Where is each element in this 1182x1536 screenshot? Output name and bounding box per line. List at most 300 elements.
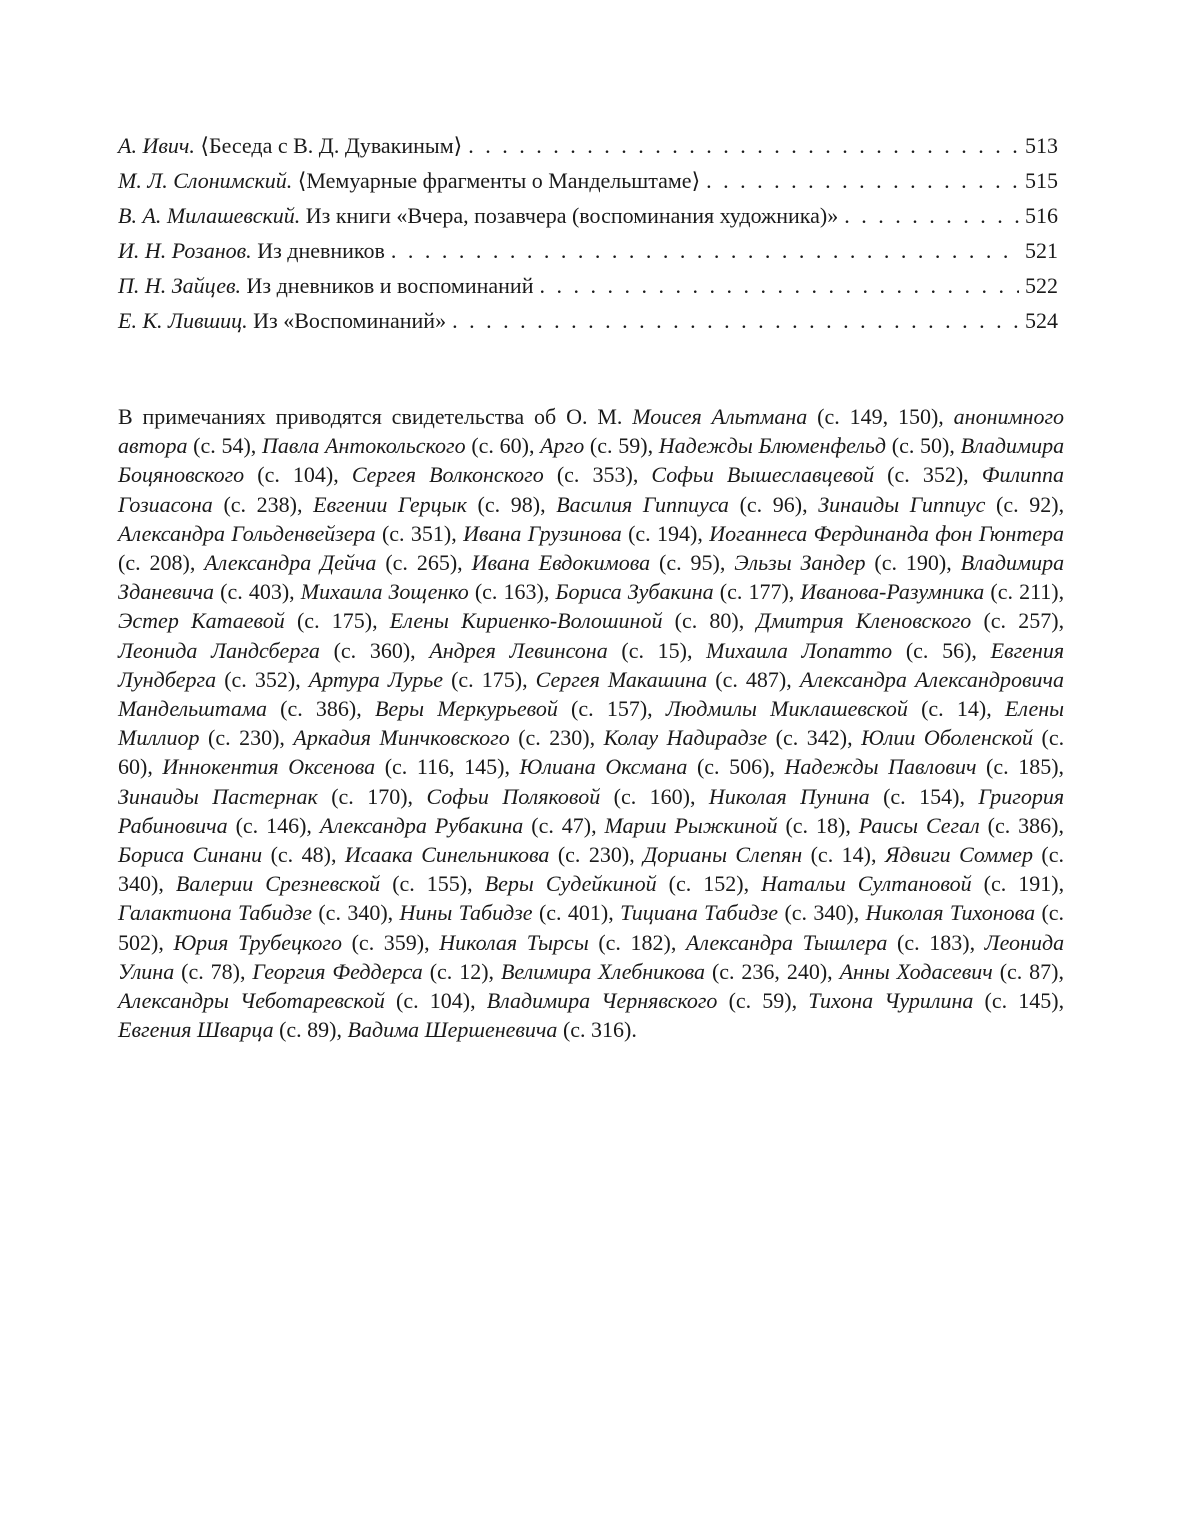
witness-entry: [485, 871, 744, 896]
witness-name: Марии Рыжкиной: [604, 812, 778, 838]
witness-entry: [309, 667, 522, 692]
witness-page-ref: (с. 96): [739, 491, 803, 517]
witness-name: Бориса Синани: [118, 842, 263, 868]
witness-name: Тициана Табидзе: [620, 900, 779, 926]
separator: ,: [647, 696, 666, 722]
witness-entry: [604, 725, 847, 750]
toc-entry: [118, 198, 1058, 233]
witness-page-ref: (с. 487): [715, 666, 787, 692]
witness-page-ref: (с. 116, 145): [384, 754, 505, 780]
witness-name: Надежды Павлович: [784, 754, 977, 780]
witness-name: Леонида Ландсберга: [118, 637, 320, 663]
witness-page-ref: (с. 403): [220, 579, 290, 605]
witness-page-ref: (с. 190): [874, 550, 947, 576]
witness-name: Павла Антокольского: [262, 433, 466, 459]
witness-page-ref: (с. 386): [280, 696, 357, 722]
separator: ,: [1058, 958, 1065, 984]
witness-name: Василия Гиппиуса: [556, 491, 729, 517]
witness-name: Владимира Зданевича: [118, 550, 1065, 605]
separator: ,: [632, 462, 652, 488]
witness-name: Леонида Улина: [118, 929, 1065, 984]
separator: ,: [969, 929, 985, 955]
witness-entry: [620, 900, 854, 925]
witness-entry: [706, 638, 971, 663]
witness-page-ref: (с. 352): [887, 462, 964, 488]
witness-entry: [426, 784, 690, 809]
witness-entry: [520, 754, 770, 779]
witness-entry: [659, 433, 950, 458]
witness-page-ref: (с. 342): [775, 725, 848, 751]
witness-page-ref: (с. 360): [333, 637, 411, 663]
witness-entry: [605, 813, 846, 838]
toc-author: А. Ивич.: [118, 133, 195, 158]
toc-author: П. Н. Зайцев.: [118, 273, 242, 298]
witness-entry: [162, 754, 504, 779]
separator: ,: [356, 696, 375, 722]
witness-name: Людмилы Миклашевской: [665, 696, 908, 722]
witness-page-ref: (с. 14): [921, 696, 987, 722]
witness-entry: [643, 842, 871, 867]
leader-dots: [391, 233, 1019, 268]
witness-page-ref: (с. 95): [659, 550, 720, 576]
toc-entry: [118, 303, 1058, 338]
witness-entry: [501, 959, 827, 984]
separator: ,: [528, 433, 541, 459]
separator: ,: [451, 520, 464, 546]
toc-page-number: 513: [1025, 133, 1058, 158]
toc-page-number: 522: [1025, 273, 1058, 298]
witness-entry: [252, 959, 488, 984]
witness-page-ref: (с. 104): [396, 988, 471, 1014]
separator: ,: [591, 812, 605, 838]
witness-name: Эстер Катаевой: [118, 608, 285, 634]
witness-page-ref: (с. 18): [785, 812, 846, 838]
witness-entry: [345, 842, 629, 867]
toc-author: И. Н. Розанов.: [118, 238, 252, 263]
separator: ,: [971, 637, 991, 663]
witness-page-ref: (с. 160): [613, 783, 690, 809]
separator: ,: [289, 579, 301, 605]
toc-author: В. А. Милашевский.: [118, 203, 301, 228]
notes-paragraph: [118, 402, 1064, 1044]
witness-name: Арго: [540, 433, 585, 459]
witness-name: Тихона Чурилина: [808, 988, 974, 1014]
separator: ,: [336, 1017, 348, 1043]
notes-ending: .: [631, 1017, 637, 1043]
leader-dots: [452, 303, 1019, 338]
witness-name: анонимного автора: [118, 404, 1065, 459]
notes-intro: В примечаниях приводятся свидетельства об О. М.: [118, 404, 633, 429]
witness-entry: [118, 1017, 337, 1042]
separator: ,: [410, 637, 430, 663]
separator: ,: [788, 579, 801, 605]
witness-name: Евгения Лундберга: [118, 637, 1065, 692]
witness-entry: [556, 492, 802, 517]
witness-page-ref: (с. 50): [891, 433, 950, 459]
witness-entry: [818, 492, 1058, 517]
witness-entry: [555, 579, 788, 604]
witness-page-ref: (с. 386): [987, 812, 1059, 838]
separator: ,: [738, 608, 757, 634]
witness-page-ref: (с. 152): [668, 871, 744, 897]
witness-page-ref: (с. 163): [474, 579, 544, 605]
witness-page-ref: (с. 230): [557, 842, 630, 868]
toc-title: Из книги «Вчера, позавчера (воспоминания художника)»: [305, 203, 839, 228]
witness-page-ref: (с. 157): [571, 696, 648, 722]
witness-entry: [173, 930, 424, 955]
separator: ,: [986, 696, 1005, 722]
witness-name: Нины Табидзе: [399, 900, 533, 926]
witness-page-ref: (с. 15): [621, 637, 687, 663]
separator: ,: [949, 433, 961, 459]
separator: ,: [239, 958, 253, 984]
witness-name: Эльзы Зандер: [734, 550, 866, 576]
witness-entry: [320, 813, 591, 838]
witness-entry: [840, 959, 1059, 984]
separator: ,: [1058, 988, 1065, 1014]
witness-name: Иоганнеса Фердинанда фон Гюнтера: [709, 520, 1064, 546]
witness-entry: [390, 608, 739, 633]
separator: ,: [589, 725, 604, 751]
witness-name: Валерии Срезневской: [175, 871, 381, 897]
witness-page-ref: (с. 316): [562, 1017, 632, 1043]
witness-page-ref: (с. 155): [392, 871, 468, 897]
witness-name: Веры Судейкиной: [484, 871, 657, 897]
separator: ,: [470, 988, 487, 1014]
witness-entry: [301, 579, 544, 604]
witness-entry: [262, 433, 529, 458]
witness-name: Ивана Грузинова: [463, 520, 622, 546]
witness-entry: [118, 900, 388, 925]
witness-name: Дмитрия Кленовского: [756, 608, 972, 634]
witness-name: Владимира Чернявского: [486, 988, 718, 1014]
separator: ,: [1058, 491, 1065, 517]
witness-page-ref: (с. 14): [810, 842, 871, 868]
toc-author: Е. К. Лившиц.: [118, 308, 248, 333]
witness-name: Велимира Хлебникова: [500, 958, 706, 984]
separator: ,: [1058, 754, 1065, 780]
witness-name: Софьи Поляковой: [426, 783, 601, 809]
witness-entry: [176, 871, 467, 896]
witness-entry: [463, 521, 697, 546]
separator: ,: [372, 608, 390, 634]
toc-author: М. Л. Слонимский.: [118, 168, 293, 193]
witness-page-ref: (с. 145): [984, 988, 1059, 1014]
witness-page-ref: (с. 238): [223, 491, 298, 517]
witness-entry: [808, 988, 1058, 1013]
separator: ,: [467, 871, 485, 897]
witness-page-ref: (с. 257): [983, 608, 1059, 634]
witness-page-ref: (с. 149, 150): [817, 404, 939, 429]
witness-page-ref: (с. 352): [224, 666, 296, 692]
toc-page-number: 524: [1025, 308, 1058, 333]
witness-name: Дорианы Слепян: [643, 842, 803, 868]
witness-page-ref: (с. 59): [728, 988, 792, 1014]
witness-name: Иннокентия Оксенова: [162, 754, 376, 780]
separator: ,: [279, 725, 294, 751]
separator: ,: [647, 433, 659, 459]
separator: ,: [686, 637, 707, 663]
separator: ,: [743, 871, 762, 897]
witness-entry: [472, 550, 720, 575]
separator: ,: [786, 666, 800, 692]
separator: ,: [697, 520, 710, 546]
witness-entry: [118, 784, 408, 809]
witness-name: Михаила Лопатто: [706, 637, 893, 663]
witness-name: Евгения Шварца: [118, 1017, 274, 1043]
witness-page-ref: (с. 351): [381, 520, 452, 546]
separator: ,: [424, 929, 440, 955]
witness-name: Иванова-Разумника: [800, 579, 985, 605]
separator: ,: [769, 754, 785, 780]
witness-page-ref: (с. 340): [318, 900, 388, 926]
separator: ,: [870, 842, 885, 868]
witness-name: Сергея Макашина: [535, 666, 708, 692]
witness-page-ref: (с. 208): [118, 550, 190, 576]
toc-entry: [118, 268, 1058, 303]
witness-entry: [429, 638, 687, 663]
separator: ,: [946, 550, 961, 576]
witness-page-ref: (с. 78): [181, 958, 240, 984]
witness-page-ref: (с. 183): [897, 929, 970, 955]
witness-entry: [540, 433, 647, 458]
witness-page-ref: (с. 54): [193, 433, 251, 459]
witness-name: Зинаиды Гиппиус: [818, 491, 986, 517]
witness-page-ref: (с. 60): [118, 725, 1065, 780]
separator: ,: [689, 783, 709, 809]
witness-entry: [313, 492, 540, 517]
witness-name: Александра Александровича Мандельштама: [118, 666, 1065, 722]
witness-page-ref: (с. 340): [118, 842, 1064, 897]
witness-name: Ивана Евдокимова: [471, 550, 651, 576]
separator: ,: [189, 550, 205, 576]
separator: ,: [540, 491, 557, 517]
table-of-contents: [118, 128, 1058, 338]
witness-page-ref: (с. 230): [208, 725, 280, 751]
witness-name: Александра Тышлера: [685, 929, 888, 955]
witness-name: Александра Дейча: [204, 550, 377, 576]
witness-name: Софьи Вышеславцевой: [651, 462, 875, 488]
witness-entry: [709, 784, 960, 809]
leader-dots: [468, 128, 1019, 163]
separator: ,: [407, 783, 427, 809]
toc-page-number: 515: [1025, 168, 1058, 193]
witness-page-ref: (с. 48): [270, 842, 331, 868]
witness-entry: [800, 579, 1058, 604]
witness-page-ref: (с. 182): [598, 929, 671, 955]
separator: ,: [802, 491, 819, 517]
witness-name: Зинаиды Пастернак: [118, 783, 318, 809]
separator: ,: [827, 958, 840, 984]
witness-page-ref: (с. 211): [990, 579, 1059, 605]
witness-page-ref: (с. 89): [279, 1017, 337, 1043]
witness-entry: [375, 696, 647, 721]
witness-name: Елены Миллиор: [118, 696, 1065, 751]
toc-entry: [118, 163, 1058, 198]
separator: ,: [306, 812, 320, 838]
witness-name: Бориса Зубакина: [555, 579, 714, 605]
leader-dots: [844, 198, 1019, 233]
separator: ,: [847, 725, 862, 751]
toc-title: Из «Воспоминаний»: [253, 308, 447, 333]
witness-entry: [400, 900, 609, 925]
witness-entry: [536, 667, 787, 692]
witness-name: Веры Меркурьевой: [374, 696, 558, 722]
witness-page-ref: (с. 177): [719, 579, 789, 605]
toc-page-number: 516: [1025, 203, 1058, 228]
leader-dots: [706, 163, 1019, 198]
witness-name: Филиппа Гозиасона: [118, 462, 1065, 517]
separator: ,: [853, 900, 866, 926]
separator: ,: [297, 491, 314, 517]
witness-page-ref: (с. 60): [471, 433, 529, 459]
witness-entry: [118, 608, 372, 633]
witness-entry: [118, 988, 470, 1013]
witness-page-ref: (с. 340): [784, 900, 854, 926]
witness-entry: [352, 462, 633, 487]
separator: ,: [938, 404, 954, 429]
witness-entry: [439, 930, 671, 955]
toc-entry: [118, 233, 1058, 268]
witness-name: Юлии Оболенской: [861, 725, 1034, 751]
separator: ,: [959, 783, 979, 809]
witness-name: Аркадия Минчковского: [293, 725, 510, 751]
witness-entry: [293, 725, 589, 750]
witness-name: Галактиона Табидзе: [118, 900, 312, 926]
witness-page-ref: (с. 12): [429, 958, 489, 984]
separator: ,: [333, 462, 352, 488]
witness-name: Ядвиги Соммер: [884, 842, 1033, 868]
witness-page-ref: (с. 265): [385, 550, 458, 576]
toc-title: Из дневников и воспоминаний: [246, 273, 534, 298]
witness-name: Владимира Боцяновского: [118, 433, 1065, 488]
separator: ,: [543, 579, 556, 605]
witness-page-ref: (с. 170): [331, 783, 408, 809]
witness-page-ref: (с. 146): [235, 812, 307, 838]
witness-name: Александры Чеботаревской: [118, 988, 385, 1014]
separator: ,: [791, 988, 809, 1014]
witness-name: Николая Тихонова: [865, 900, 1036, 926]
witness-page-ref: (с. 87): [999, 958, 1059, 984]
separator: ,: [295, 666, 309, 692]
witness-name: Николая Тырсы: [439, 929, 589, 955]
separator: ,: [1058, 812, 1065, 838]
witness-name: Александра Гольденвейзера: [118, 520, 376, 546]
separator: ,: [147, 754, 163, 780]
separator: ,: [1058, 608, 1065, 634]
witness-page-ref: (с. 175): [296, 608, 373, 634]
witness-page-ref: (с. 353): [556, 462, 633, 488]
witness-name: Елены Кириенко-Волошиной: [389, 608, 663, 634]
witness-entry: [859, 813, 1059, 838]
witness-entry: [118, 521, 451, 546]
separator: ,: [719, 550, 735, 576]
witness-name: Моисея Альтмана: [632, 404, 808, 429]
witness-entry: [204, 550, 457, 575]
witness-name: Андрея Левинсона: [429, 637, 608, 663]
witness-entry: [734, 550, 946, 575]
witness-entry: [666, 696, 986, 721]
toc-page-number: 521: [1025, 238, 1058, 263]
witness-name: Александра Рубакина: [319, 812, 524, 838]
witness-page-ref: (с. 401): [538, 900, 609, 926]
witness-page-ref: (с. 56): [905, 637, 972, 663]
witness-name: Юлиана Оксмана: [519, 754, 688, 780]
witness-name: Исаака Синельникова: [344, 842, 550, 868]
witness-name: Михаила Зощенко: [300, 579, 469, 605]
witness-entry: [118, 638, 410, 663]
witness-name: Сергея Волконского: [351, 462, 544, 488]
separator: ,: [1058, 579, 1065, 605]
separator: ,: [963, 462, 982, 488]
witness-page-ref: (с. 230): [518, 725, 590, 751]
witness-entry: [348, 1017, 632, 1042]
witness-page-ref: (с. 191): [983, 871, 1059, 897]
witness-name: Юрия Трубецкого: [173, 929, 342, 955]
witness-name: Николая Пунина: [708, 783, 870, 809]
witness-name: Вадима Шершеневича: [347, 1017, 558, 1043]
toc-title: Из дневников: [257, 238, 385, 263]
separator: ,: [629, 842, 644, 868]
separator: ,: [158, 871, 176, 897]
witness-entry: [487, 988, 792, 1013]
witness-entry: [761, 871, 1058, 896]
toc-title: ⟨Мемуарные фрагменты о Мандельштаме⟩: [297, 168, 701, 193]
separator: ,: [522, 666, 536, 692]
witness-entry: [756, 608, 1058, 633]
witness-name: Григория Рабиновича: [118, 783, 1065, 838]
separator: ,: [330, 842, 345, 868]
witness-entry: [118, 842, 331, 867]
witness-page-ref: (с. 92): [996, 491, 1059, 517]
separator: ,: [1058, 871, 1065, 897]
separator: ,: [387, 900, 400, 926]
witness-page-ref: (с. 185): [986, 754, 1059, 780]
witness-page-ref: (с. 359): [351, 929, 425, 955]
separator: ,: [488, 958, 501, 984]
witness-page-ref: (с. 154): [883, 783, 960, 809]
witness-name: Натальи Султановой: [761, 871, 972, 897]
separator: ,: [250, 433, 263, 459]
toc-entry: [118, 128, 1058, 163]
witness-entry: [632, 404, 938, 429]
witness-page-ref: (с. 47): [531, 812, 592, 838]
separator: ,: [845, 812, 859, 838]
witness-entry: [686, 930, 970, 955]
witness-page-ref: (с. 506): [696, 754, 770, 780]
separator: ,: [504, 754, 520, 780]
witness-page-ref: (с. 236, 240): [711, 958, 828, 984]
witness-page-ref: (с. 80): [674, 608, 739, 634]
witness-page-ref: (с. 59): [589, 433, 648, 459]
witness-page-ref: (с. 502): [118, 900, 1065, 955]
witness-page-ref: (с. 104): [257, 462, 334, 488]
separator: ,: [457, 550, 472, 576]
witness-name: Артура Лурье: [308, 666, 443, 692]
witness-name: Георгия Феддерса: [252, 958, 423, 984]
witness-name: Раисы Сегал: [858, 812, 980, 838]
witness-entry: [651, 462, 963, 487]
separator: ,: [608, 900, 621, 926]
witness-list: [118, 404, 1064, 1042]
separator: ,: [158, 929, 174, 955]
witness-name: Колау Надирадзе: [603, 725, 768, 751]
toc-title: ⟨Беседа с В. Д. Дувакиным⟩: [200, 133, 463, 158]
witness-name: Надежды Блюменфельд: [658, 433, 887, 459]
witness-name: Анны Ходасевич: [839, 958, 993, 984]
leader-dots: [539, 268, 1019, 303]
witness-page-ref: (с. 194): [628, 520, 698, 546]
